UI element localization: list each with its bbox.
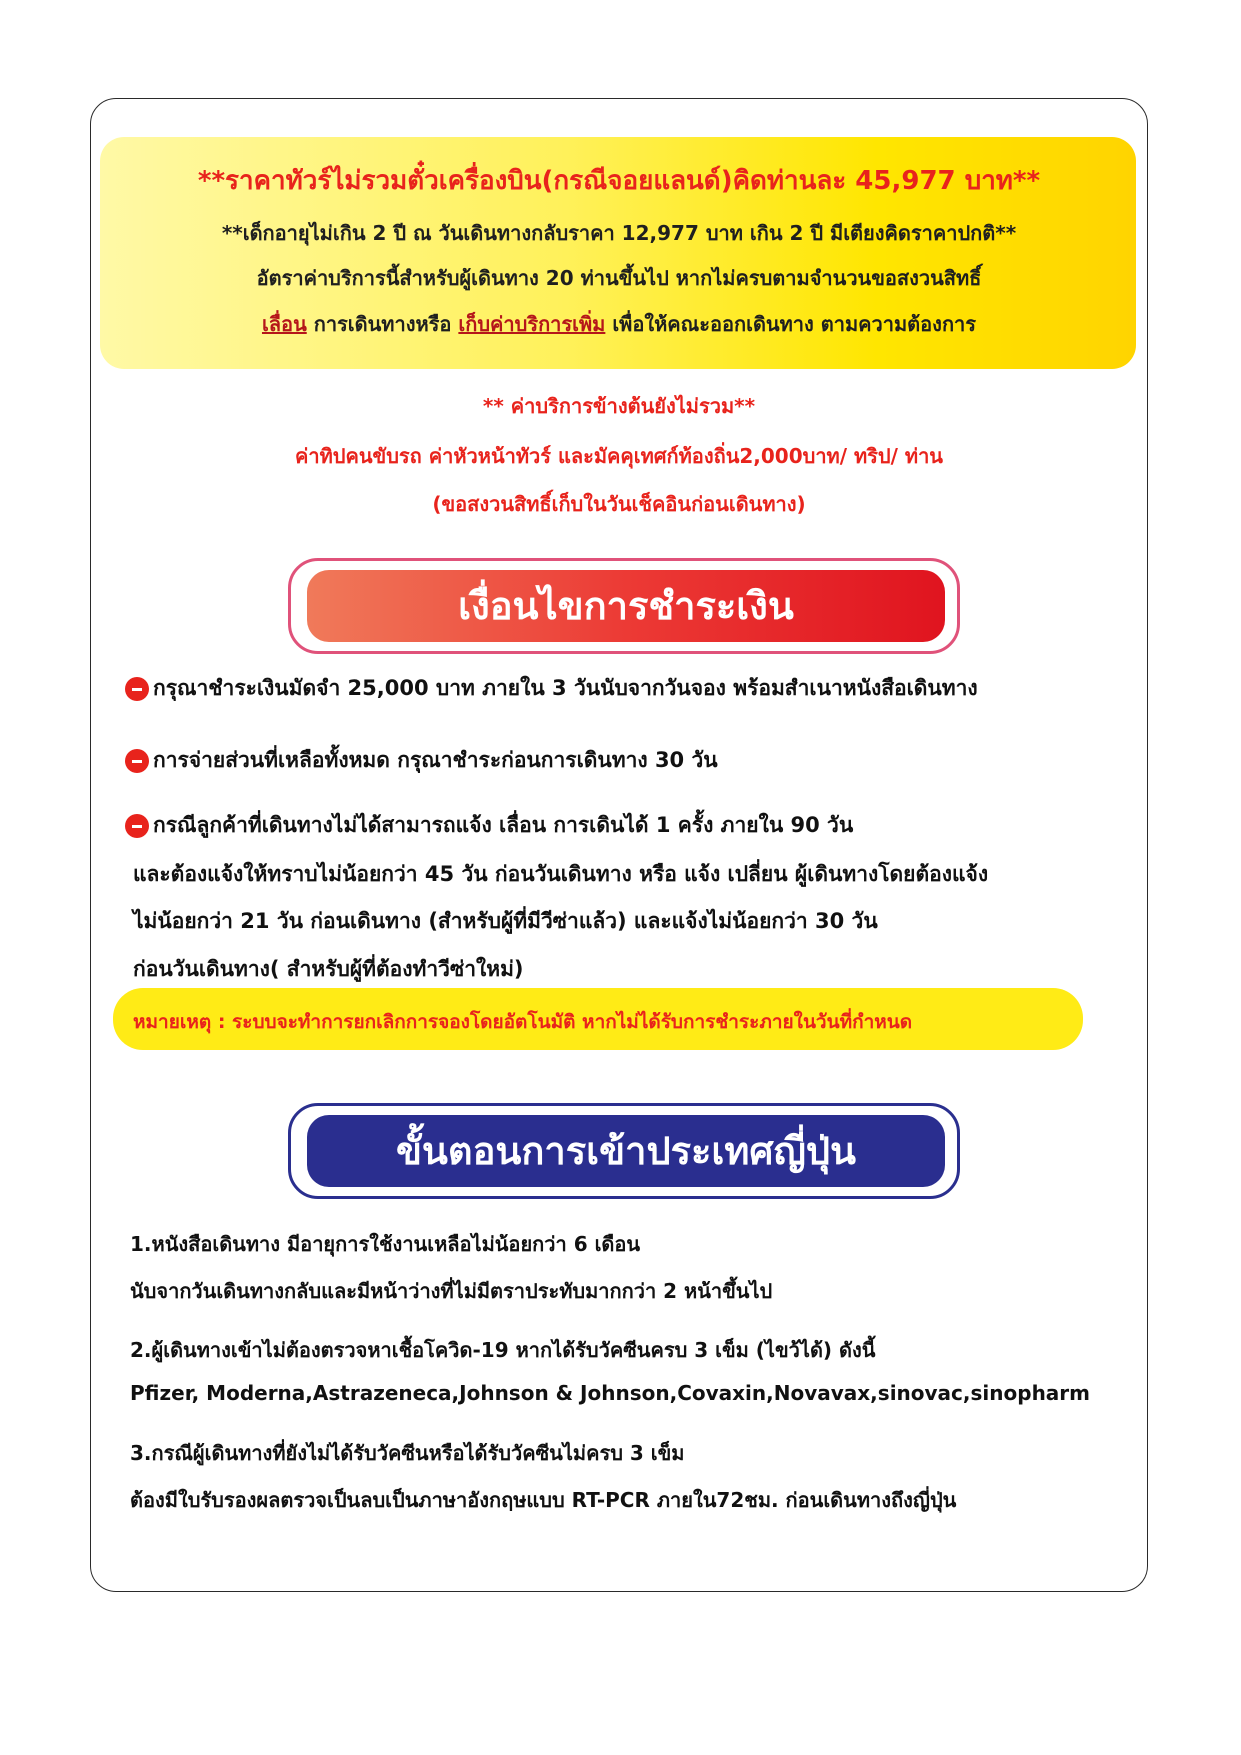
step3-line-b: ต้องมีใบรับรองผลตรวจเป็นลบเป็นภาษาอังกฤษแบบ RT-PCR ภายใน72ชม. ก่อนเดินทางถึงญี่ปุ่น (130, 1488, 957, 1512)
tip-fee-line: ค่าทิปคนขับรถ ค่าหัวหน้าทัวร์ และมัคคุเทศก์ท้องถิ่น2,000บาท/ ทริป/ ท่าน (295, 444, 943, 468)
step2-line-a: 2.ผู้เดินทางเข้าไม่ต้องตรวจหาเชื้อโควิด-19 หากได้รับวัคซีนครบ 3 เข็ม (ไขว้ได้) ดังนี้ (130, 1338, 876, 1362)
group-depart-text: เพื่อให้คณะออกเดินทาง ตามความต้องการ (605, 312, 977, 336)
postpone-word: เลื่อน (261, 312, 307, 336)
child-price-note: **เด็กอายุไม่เกิน 2 ปี ณ วันเดินทางกลับราคา 12,977 บาท เกิน 2 ปี มีเตียงคิดราคาปกติ** (221, 221, 1017, 245)
deposit-text: กรุณาชำระเงินมัดจำ 25,000 บาท ภายใน 3 วันนับจากวันจอง พร้อมสำเนาหนังสือเดินทาง (153, 676, 978, 700)
exclusions-heading: ** ค่าบริการข้างต้นยังไม่รวม** (482, 394, 756, 418)
postpone-note (90, 308, 1148, 340)
minus-bullet-icon (125, 814, 149, 838)
change-item (125, 809, 853, 842)
step2-vaccine-list: Pfizer, Moderna,Astrazeneca,Johnson & Johnson,Covaxin,Novavax,sinovac,sinopharm (130, 1381, 1090, 1405)
extra-fee-word: เก็บค่าบริการเพิ่ม (458, 312, 606, 336)
cancellation-note: หมายเหตุ : ระบบจะทำการยกเลิกการจองโดยอัตโนมัติ หากไม่ได้รับการชำระภายในวันที่กำหนด (133, 1011, 913, 1033)
tour-price-title: **ราคาทัวร์ไม่รวมตั๋วเครื่องบิน(กรณีจอยแลนด์)คิดท่านละ 45,977 บาท** (197, 166, 1041, 196)
reserve-right-line: (ขอสงวนสิทธิ์เก็บในวันเช็คอินก่อนเดินทาง) (432, 492, 806, 516)
balance-item (125, 744, 718, 777)
change-text-1: กรณีลูกค้าที่เดินทางไม่ได้สามารถแจ้ง เลื่อน การเดินได้ 1 ครั้ง ภายใน 90 วัน (153, 813, 854, 837)
step1-line-a: 1.หนังสือเดินทาง มีอายุการใช้งานเหลือไม่น้อยกว่า 6 เดือน (130, 1232, 641, 1256)
japan-entry-title: ขั้นตอนการเข้าประเทศญี่ปุ่น (307, 1115, 945, 1187)
step3-line-a: 3.กรณีผู้เดินทางที่ยังไม่ได้รับวัคซีนหรือได้รับวัคซีนไม่ครบ 3 เข็ม (130, 1441, 685, 1465)
minus-bullet-icon (125, 749, 149, 773)
minus-bullet-icon (125, 677, 149, 701)
change-text-3: ไม่น้อยกว่า 21 วัน ก่อนเดินทาง (สำหรับผู้ที่มีวีซ่าแล้ว) และแจ้งไม่น้อยกว่า 30 วัน (133, 909, 878, 933)
deposit-item (125, 672, 978, 705)
trip-or-text: การเดินทางหรือ (306, 312, 459, 336)
step1-line-b: นับจากวันเดินทางกลับและมีหน้าว่างที่ไม่มีตราประทับมากกว่า 2 หน้าขึ้นไป (130, 1279, 773, 1303)
balance-text: การจ่ายส่วนที่เหลือทั้งหมด กรุณาชำระก่อนการเดินทาง 30 วัน (153, 748, 718, 772)
change-text-2: และต้องแจ้งให้ทราบไม่น้อยกว่า 45 วัน ก่อนวันเดินทาง หรือ แจ้ง เปลี่ยน ผู้เดินทางโดยต้องแจ้ง (133, 862, 989, 886)
change-text-4: ก่อนวันเดินทาง( สำหรับผู้ที่ต้องทำวีซ่าใหม่) (133, 957, 524, 981)
group-rate-note: อัตราค่าบริการนี้สำหรับผู้เดินทาง 20 ท่านขึ้นไป หากไม่ครบตามจำนวนขอสงวนสิทธิ์ (256, 266, 982, 290)
payment-conditions-title: เงื่อนไขการชำระเงิน (307, 570, 945, 642)
